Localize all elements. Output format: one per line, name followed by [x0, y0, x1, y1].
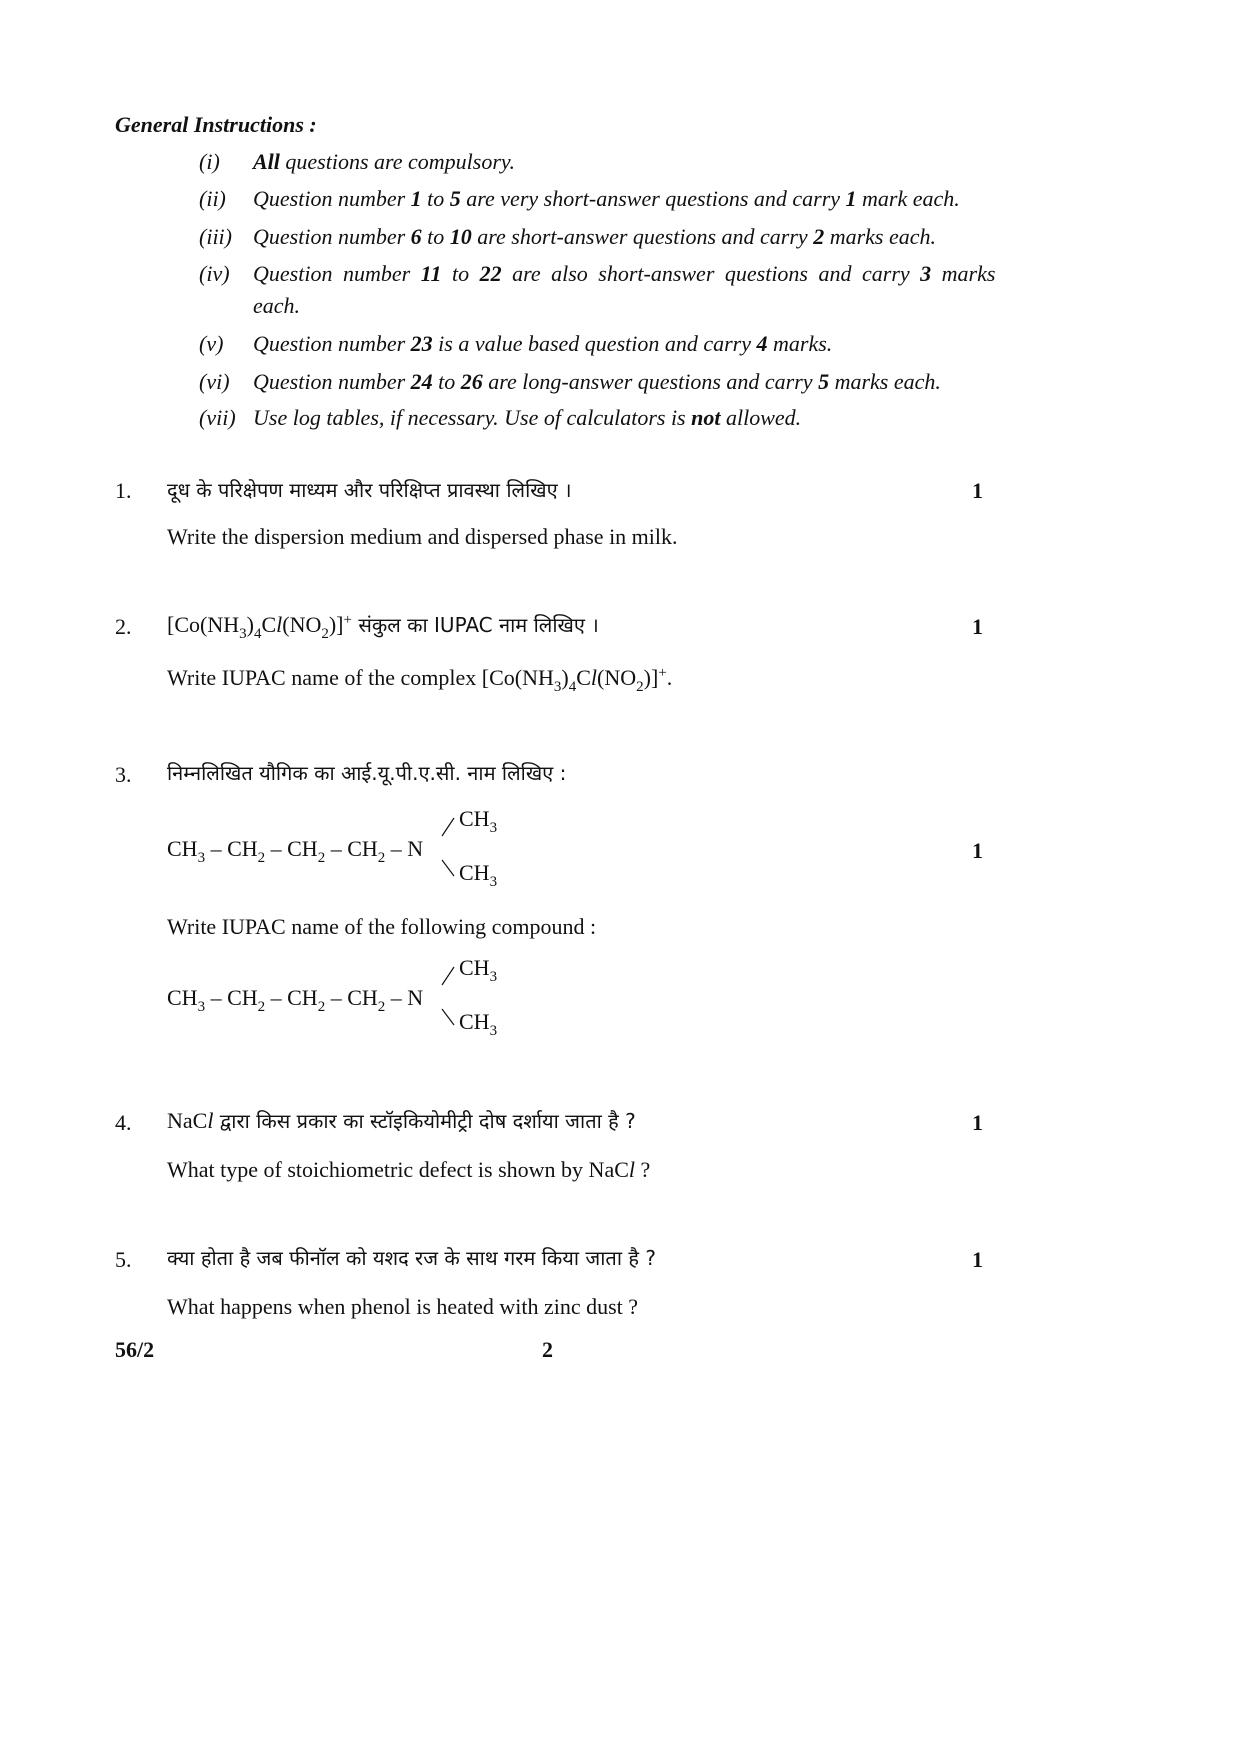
instruction-text: 10 — [449, 224, 472, 249]
chain-group: CH — [227, 836, 258, 861]
instruction-item — [199, 261, 994, 287]
formula-part: [Co(NH — [167, 612, 240, 637]
methyl-group: CH — [459, 806, 490, 831]
instruction-text: Question number — [253, 369, 411, 394]
chain-bond: – — [325, 836, 348, 861]
bond-down — [442, 860, 454, 876]
methyl-subscript: 3 — [489, 1023, 498, 1039]
methyl-subscript: 3 — [489, 969, 498, 985]
formula-part: l — [276, 612, 283, 637]
instruction-text: to — [421, 224, 450, 249]
branch-methyl — [459, 860, 498, 890]
instruction-text: are also short-answer questions and carry — [501, 261, 921, 286]
instruction-text: marks each. — [829, 369, 941, 394]
chain-subscript: 2 — [377, 850, 386, 866]
branch-bonds — [440, 806, 460, 896]
formula-part: ) — [561, 665, 569, 690]
instruction-number: (v) — [199, 331, 224, 356]
instruction-item — [199, 186, 960, 212]
instruction-text: are long-answer questions and carry — [482, 369, 819, 394]
formula-subscript: 4 — [253, 626, 262, 642]
chain-subscript: 2 — [317, 999, 326, 1015]
instruction-text: Question number — [253, 331, 411, 356]
q3-chain-english — [167, 985, 424, 1015]
instruction-number: (vi) — [199, 369, 230, 394]
instruction-text: 23 — [410, 331, 433, 356]
methyl-group: CH — [459, 860, 490, 885]
chain-subscript: 2 — [257, 850, 266, 866]
instruction-item — [199, 149, 515, 175]
q3-branch-hindi — [440, 806, 520, 896]
methyl-subscript: 3 — [489, 820, 498, 836]
chain-bond: – — [205, 985, 228, 1010]
instruction-text: 1 — [410, 186, 422, 211]
instruction-text: is a value based question and carry — [432, 331, 757, 356]
instruction-text: are very short-answer questions and carry — [460, 186, 846, 211]
instruction-text: 24 — [410, 369, 433, 394]
instruction-number: (iv) — [199, 261, 230, 286]
formula-subscript: 2 — [636, 679, 644, 695]
q1-number: 1. — [115, 478, 132, 503]
instruction-text: marks — [931, 261, 996, 286]
instruction-text: 11 — [420, 261, 442, 286]
chain-subscript: 2 — [257, 999, 266, 1015]
formula-part: C — [576, 665, 591, 690]
formula-subscript: 2 — [321, 626, 329, 642]
instruction-text: 22 — [479, 261, 502, 286]
q2-complex-formula-en — [481, 665, 667, 695]
q3-number: 3. — [115, 762, 132, 787]
chain-group: CH — [347, 836, 378, 861]
formula-part: l — [590, 665, 598, 690]
instruction-text: to — [421, 186, 450, 211]
instruction-text: Use log tables, if necessary. Use of calculators is — [253, 405, 692, 430]
chain-bond: – — [205, 836, 228, 861]
chain-group: CH — [347, 985, 378, 1010]
chain-group: CH — [287, 985, 318, 1010]
instruction-text: Question number — [253, 224, 411, 249]
formula-part: C — [261, 612, 277, 637]
chain-nitrogen: N — [407, 836, 424, 861]
instruction-text: Question number — [253, 186, 411, 211]
instruction-text: All — [253, 149, 280, 174]
instruction-text: questions are compulsory. — [279, 149, 515, 174]
instruction-text: 4 — [756, 331, 768, 356]
branch-methyl — [459, 1009, 498, 1039]
q2-hindi: $[Co(NH_3)_4Cl(NO_2)]^+$ संकुल का IUPAC नाम लिखिए । — [167, 612, 599, 642]
chain-group: CH — [167, 836, 198, 861]
chain-subscript: 2 — [377, 999, 386, 1015]
instruction-text: not — [691, 405, 721, 430]
branch-methyl — [459, 806, 498, 836]
q1-marks: 1 — [972, 478, 983, 503]
instruction-item — [199, 369, 941, 395]
q1-hindi: दूध के परिक्षेपण माध्यम और परिक्षिप्त प्रावस्था लिखिए । — [167, 478, 572, 502]
chain-subscript: 2 — [317, 850, 326, 866]
instruction-text: 1 — [845, 186, 857, 211]
q2-marks: 1 — [972, 614, 983, 639]
bond-up — [442, 967, 454, 985]
page-number: 2 — [542, 1337, 553, 1362]
paper-code: 56/2 — [115, 1337, 155, 1362]
chain-nitrogen: N — [407, 985, 424, 1010]
formula-superscript: + — [343, 612, 352, 628]
q4-number: 4. — [115, 1110, 132, 1135]
q3-hindi: निम्नलिखित यौगिक का आई.यू.पी.ए.सी. नाम लिखिए : — [167, 761, 567, 785]
instruction-continuation: each. — [253, 293, 301, 318]
q4-hindi: NaCl द्वारा किस प्रकार का स्टॉइकियोमीट्री दोष दर्शाया जाता है ? — [167, 1108, 636, 1133]
q2-complex-formula — [167, 612, 352, 642]
formula-superscript: + — [658, 665, 667, 681]
q3-branch-english — [440, 955, 520, 1045]
q2-number: 2. — [115, 614, 132, 639]
bond-down — [442, 1009, 454, 1025]
formula-subscript: 4 — [568, 679, 577, 695]
methyl-group: CH — [459, 1009, 490, 1034]
instruction-item — [199, 224, 936, 250]
instruction-text: 26 — [460, 369, 483, 394]
q4-english: What type of stoichiometric defect is shown by NaCl ? — [167, 1157, 651, 1182]
instruction-text: mark each. — [856, 186, 960, 211]
q3-chain-hindi — [167, 836, 424, 866]
instruction-text: marks each. — [824, 224, 936, 249]
chain-bond: – — [385, 985, 408, 1010]
instruction-text: 3 — [920, 261, 932, 286]
formula-subscript: 3 — [553, 679, 562, 695]
instruction-item — [199, 405, 801, 431]
formula-part: (NO — [597, 665, 637, 690]
chain-bond: – — [265, 836, 288, 861]
instruction-text: allowed. — [720, 405, 802, 430]
chain-subscript: 3 — [197, 850, 206, 866]
formula-part: )] — [328, 612, 344, 637]
instruction-text: marks. — [767, 331, 833, 356]
q1-english: Write the dispersion medium and dispersed phase in milk. — [167, 524, 678, 549]
q5-hindi: क्या होता है जब फीनॉल को यशद रज के साथ गरम किया जाता है ? — [167, 1246, 656, 1270]
bond-up — [442, 818, 454, 836]
instruction-text: to — [441, 261, 480, 286]
q3-marks: 1 — [972, 838, 983, 863]
chain-group: CH — [227, 985, 258, 1010]
formula-subscript: 3 — [239, 626, 247, 642]
branch-bonds — [440, 955, 460, 1045]
q5-marks: 1 — [972, 1247, 983, 1272]
instruction-text: are short-answer questions and carry — [471, 224, 814, 249]
methyl-group: CH — [459, 955, 490, 980]
formula-part: [Co(NH — [481, 665, 554, 690]
chain-bond: – — [325, 985, 348, 1010]
instruction-text: 5 — [818, 369, 830, 394]
chain-bond: – — [265, 985, 288, 1010]
instruction-text: to — [432, 369, 461, 394]
instruction-text: 5 — [449, 186, 461, 211]
formula-part: (NO — [282, 612, 322, 637]
q5-english: What happens when phenol is heated with zinc dust ? — [167, 1294, 639, 1319]
instruction-number: (iii) — [199, 224, 232, 249]
chain-group: CH — [287, 836, 318, 861]
chain-subscript: 3 — [197, 999, 206, 1015]
formula-part: ) — [246, 612, 254, 637]
formula-part: )] — [643, 665, 659, 690]
instruction-number: (ii) — [199, 186, 226, 211]
q3-english: Write IUPAC name of the following compound : — [167, 914, 597, 939]
chain-bond: – — [385, 836, 408, 861]
methyl-subscript: 3 — [489, 874, 498, 890]
q5-number: 5. — [115, 1247, 132, 1272]
instructions-heading: General Instructions : — [115, 112, 317, 137]
q4-marks: 1 — [972, 1110, 983, 1135]
q2-english: Write IUPAC name of the complex $[Co(NH_3)_4Cl(NO_2)]^+$. — [167, 665, 673, 695]
chain-group: CH — [167, 985, 198, 1010]
branch-methyl — [459, 955, 498, 985]
instruction-item — [199, 331, 832, 357]
instruction-text: 6 — [410, 224, 422, 249]
instruction-number: (vii) — [199, 405, 236, 430]
instruction-text: 2 — [813, 224, 825, 249]
instruction-number: (i) — [199, 149, 220, 174]
instruction-text: Question number — [253, 261, 421, 286]
